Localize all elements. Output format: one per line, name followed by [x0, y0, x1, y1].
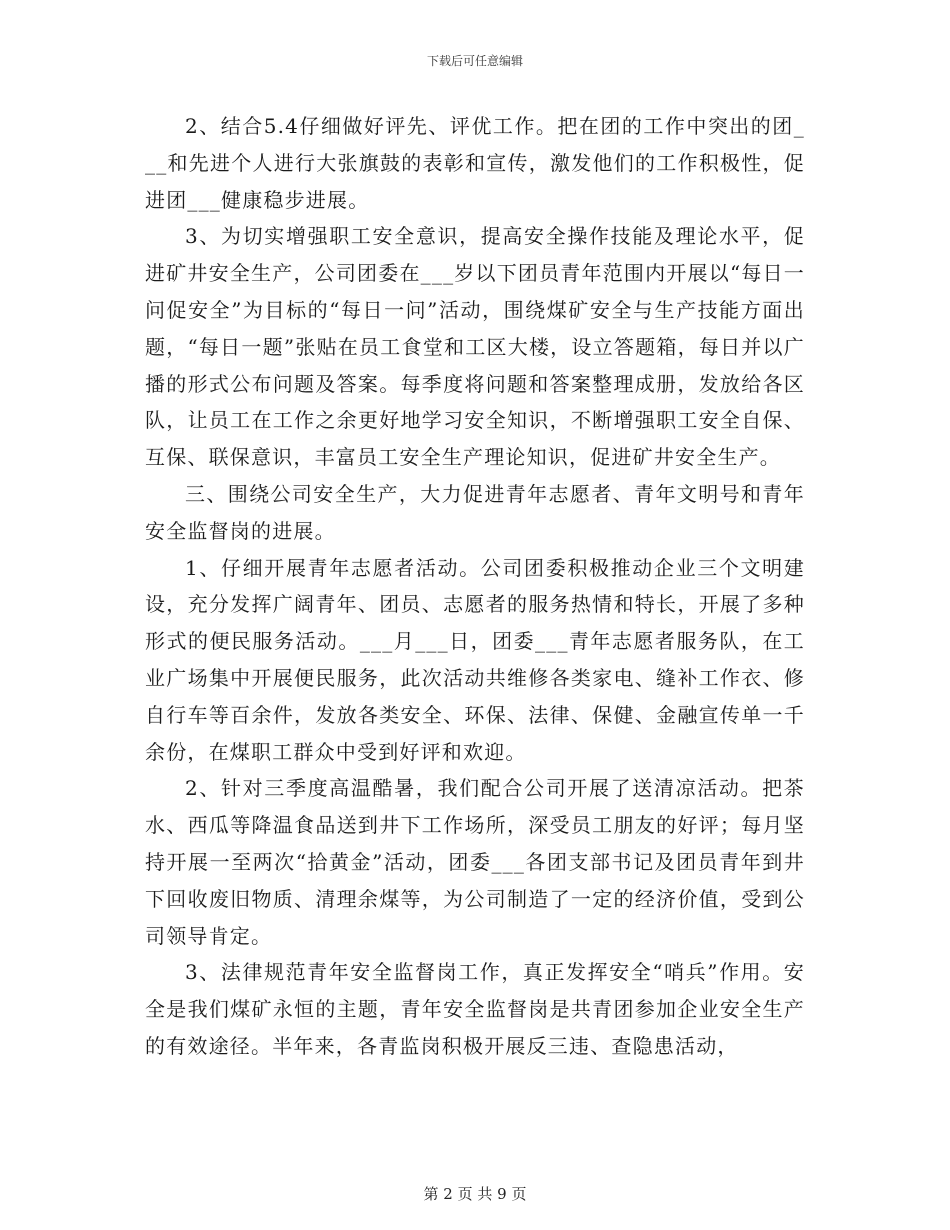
paragraph-safety-supervision: 3、法律规范青年安全监督岗工作，真正发挥安全“哨兵”作用。安全是我们煤矿永恒的主题，青年安全监督岗是共青团参加企业安全生产的有效途径。半年来，各青监岗积极开展反三违、查隐患活动，	[145, 960, 805, 1058]
paragraph-daily-question: 3、为切实增强职工安全意识，提高安全操作技能及理论水平，促进矿井安全生产，公司团委在___岁以下团员青年范围内开展以“每日一问促安全”为目标的“每日一问”活动，围绕煤矿安全与生产技能方面出题，“每日一题”张贴在员工食堂和工区大楼，设立答题箱，每日并以广播的形式公布问题及答案。每季度将问题和答案整理成册，发放给各区队，让员工在工作之余更好地学习安全知识，不断增强职工安全自保、互保、联保意识，丰富员工安全生产理论知识，促进矿井安全生产。	[145, 224, 805, 470]
paragraph-commendation: 2、结合5.4仔细做好评先、评优工作。把在团的工作中突出的团___和先进个人进行大张旗鼓的表彰和宣传，激发他们的工作积极性，促进团___健康稳步进展。	[145, 114, 805, 212]
paragraph-summer-cooling: 2、针对三季度高温酷暑，我们配合公司开展了送清凉活动。把茶水、西瓜等降温食品送到井下工作场所，深受员工朋友的好评；每月坚持开展一至两次“拾黄金”活动，团委___各团支部书记及团员青年到井下回收废旧物质、清理余煤等，为公司制造了一定的经济价值，受到公司领导肯定。	[145, 776, 805, 948]
document-body	[145, 108, 805, 1065]
page-footer-number: 第 2 页 共 9 页	[423, 1185, 527, 1203]
paragraph-volunteer-activities: 1、仔细开展青年志愿者活动。公司团委积极推动企业三个文明建设，充分发挥广阔青年、团员、志愿者的服务热情和特长，开展了多种形式的便民服务活动。___月___日，团委___青年志愿者服务队，在工业广场集中开展便民服务，此次活动共维修各类家电、缝补工作衣、修自行车等百余件，发放各类安全、环保、法律、保健、金融宣传单一千余份，在煤职工群众中受到好评和欢迎。	[145, 555, 805, 764]
page-header: 下载后可任意编辑	[426, 54, 523, 68]
paragraph-section-three-heading: 三、围绕公司安全生产，大力促进青年志愿者、青年文明号和青年安全监督岗的进展。	[145, 481, 805, 543]
